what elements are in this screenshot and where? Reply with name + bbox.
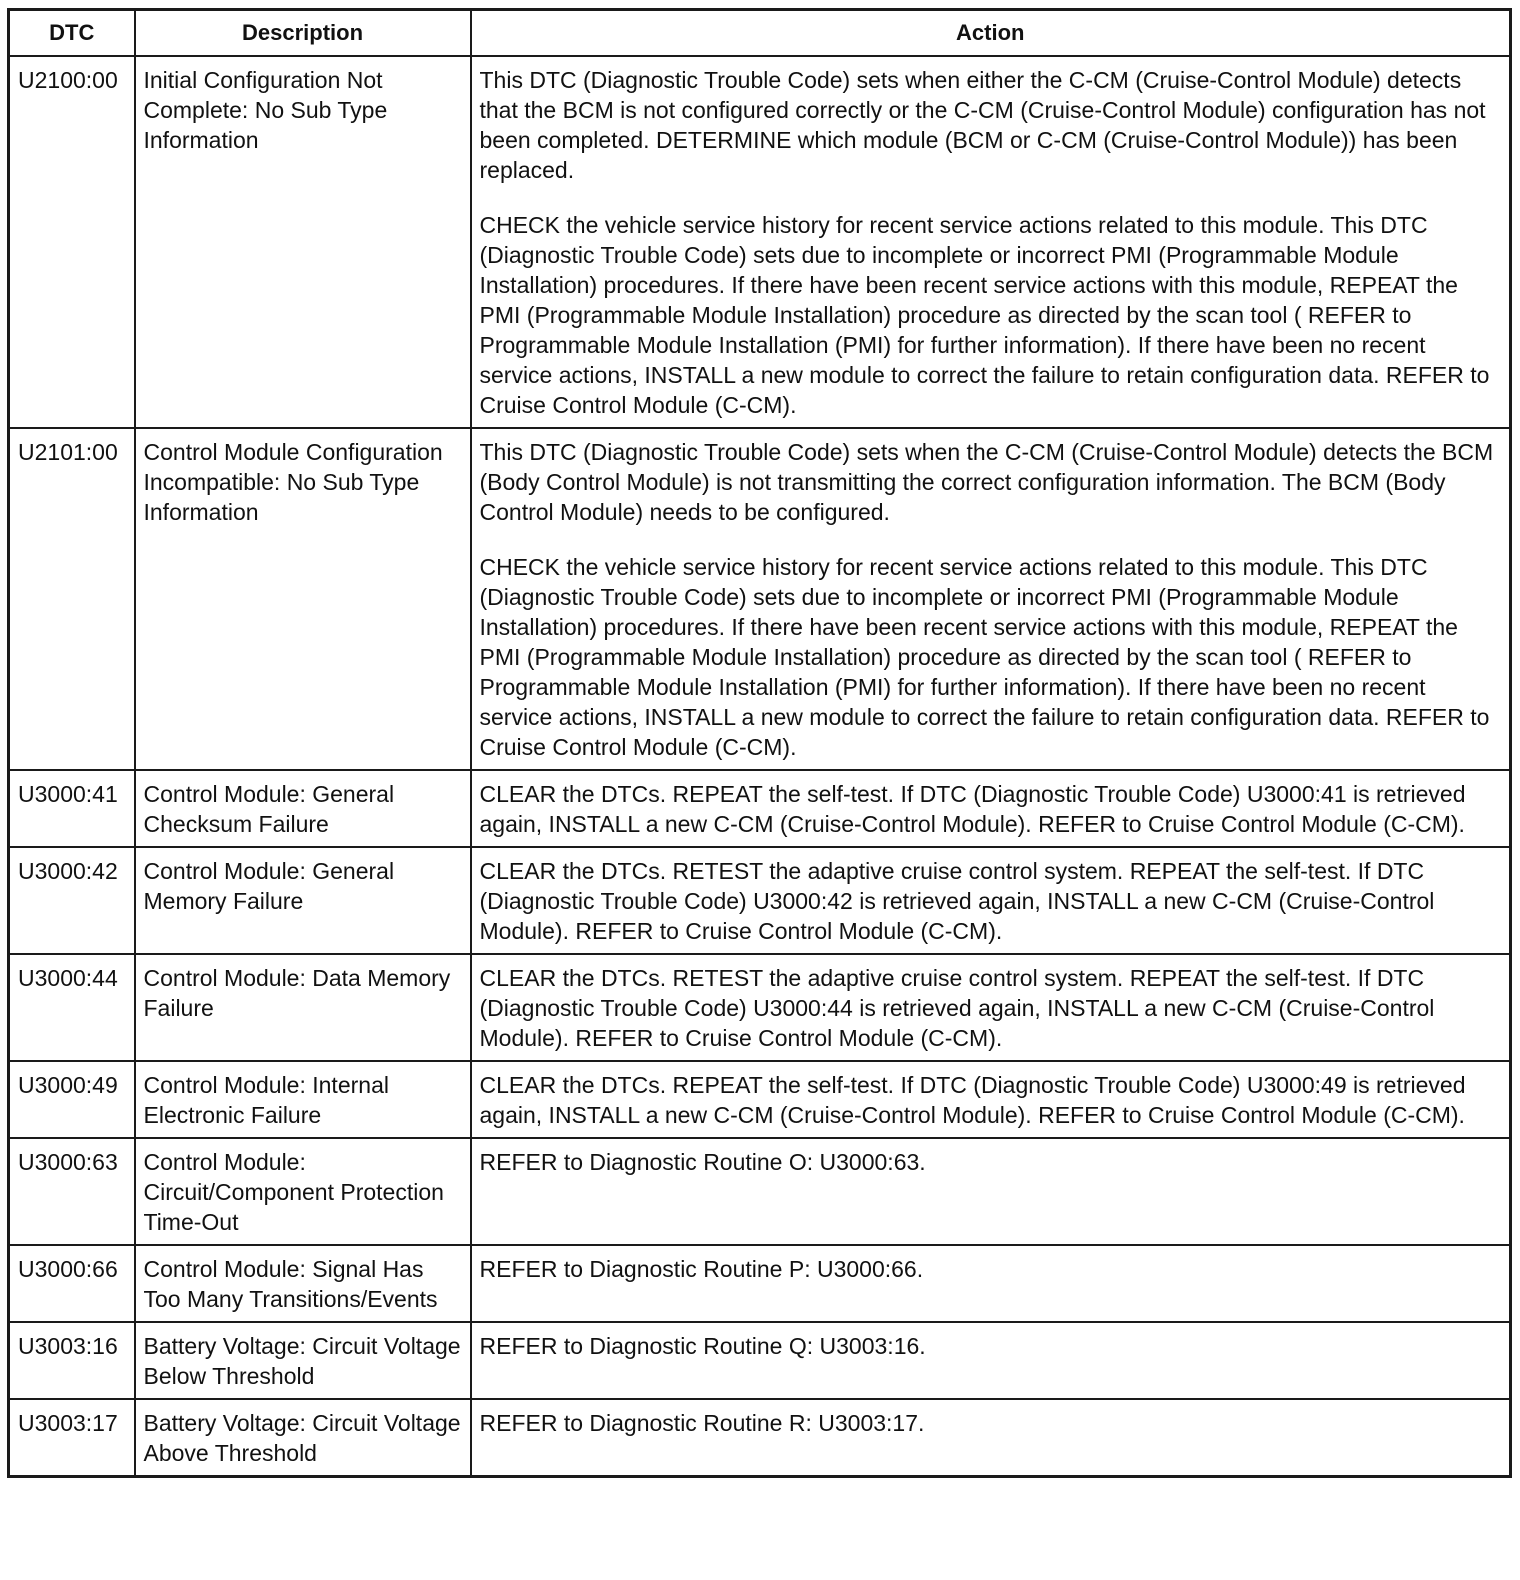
table-row	[9, 954, 1511, 1061]
action-paragraph: CHECK the vehicle service history for recent service actions related to this module. This DTC (Diagnostic Trouble Code) sets due to incomplete or incorrect PMI (Programmable Module Installation) procedures. If there have been recent service actions with this module, REPEAT the PMI (Programmable Module Installation) procedure as directed by the scan tool ( REFER to Programmable Module Installation (PMI) for further information). If there have been no recent service actions, INSTALL a new module to correct the failure to retain configuration data. REFER to Cruise Control Module (C-CM).	[479, 554, 1490, 760]
description-cell: Control Module: Data Memory Failure	[135, 954, 471, 1061]
action-cell	[471, 428, 1511, 770]
description-cell: Control Module Configuration Incompatible: No Sub Type Information	[135, 428, 471, 770]
action-paragraph: CLEAR the DTCs. REPEAT the self-test. If DTC (Diagnostic Trouble Code) U3000:49 is retrieved again, INSTALL a new C-CM (Cruise-Control Module). REFER to Cruise Control Module (C-CM).	[479, 1072, 1466, 1128]
table-row	[9, 1399, 1511, 1477]
table-row	[9, 1245, 1511, 1322]
description-cell: Control Module: Circuit/Component Protection Time-Out	[135, 1138, 471, 1245]
action-cell	[471, 1245, 1511, 1322]
action-cell	[471, 770, 1511, 847]
dtc-code-cell: U3000:41	[9, 770, 135, 847]
dtc-code-cell: U2100:00	[9, 56, 135, 428]
action-paragraph: REFER to Diagnostic Routine O: U3000:63.	[479, 1149, 926, 1175]
header-description: Description	[135, 10, 471, 57]
action-cell	[471, 954, 1511, 1061]
action-paragraph: CLEAR the DTCs. REPEAT the self-test. If DTC (Diagnostic Trouble Code) U3000:41 is retrieved again, INSTALL a new C-CM (Cruise-Control Module). REFER to Cruise Control Module (C-CM).	[479, 781, 1466, 837]
dtc-code-cell: U3000:66	[9, 1245, 135, 1322]
description-cell: Control Module: General Checksum Failure	[135, 770, 471, 847]
action-cell	[471, 1399, 1511, 1477]
dtc-code-cell: U3000:63	[9, 1138, 135, 1245]
action-cell	[471, 1138, 1511, 1245]
action-paragraph: This DTC (Diagnostic Trouble Code) sets when either the C-CM (Cruise-Control Module) detects that the BCM is not configured correctly or the C-CM (Cruise-Control Module) configuration has not been completed. DETERMINE which module (BCM or C-CM (Cruise-Control Module)) has been replaced.	[479, 67, 1486, 183]
description-cell: Control Module: General Memory Failure	[135, 847, 471, 954]
dtc-code-cell: U3003:17	[9, 1399, 135, 1477]
action-cell	[471, 847, 1511, 954]
table-row	[9, 1061, 1511, 1138]
action-paragraph: CHECK the vehicle service history for recent service actions related to this module. This DTC (Diagnostic Trouble Code) sets due to incomplete or incorrect PMI (Programmable Module Installation) procedures. If there have been recent service actions with this module, REPEAT the PMI (Programmable Module Installation) procedure as directed by the scan tool ( REFER to Programmable Module Installation (PMI) for further information). If there have been no recent service actions, INSTALL a new module to correct the failure to retain configuration data. REFER to Cruise Control Module (C-CM).	[479, 212, 1490, 418]
dtc-code-cell: U2101:00	[9, 428, 135, 770]
dtc-code-cell: U3003:16	[9, 1322, 135, 1399]
action-cell	[471, 1061, 1511, 1138]
table-row	[9, 428, 1511, 770]
action-cell	[471, 56, 1511, 428]
description-cell: Control Module: Signal Has Too Many Transitions/Events	[135, 1245, 471, 1322]
table-row	[9, 1138, 1511, 1245]
table-body	[9, 56, 1511, 1477]
table-row	[9, 56, 1511, 428]
table-row	[9, 770, 1511, 847]
action-paragraph: REFER to Diagnostic Routine P: U3000:66.	[479, 1256, 924, 1282]
header-action: Action	[471, 10, 1511, 57]
table-header	[9, 10, 1511, 57]
document-page	[7, 8, 1512, 1478]
table-row	[9, 1322, 1511, 1399]
header-row	[9, 10, 1511, 57]
description-cell: Battery Voltage: Circuit Voltage Above Threshold	[135, 1399, 471, 1477]
description-cell: Initial Configuration Not Complete: No Sub Type Information	[135, 56, 471, 428]
table-row	[9, 847, 1511, 954]
action-paragraph: REFER to Diagnostic Routine Q: U3003:16.	[479, 1333, 926, 1359]
dtc-table	[7, 8, 1512, 1478]
description-cell: Control Module: Internal Electronic Failure	[135, 1061, 471, 1138]
action-paragraph: CLEAR the DTCs. RETEST the adaptive cruise control system. REPEAT the self-test. If DTC (Diagnostic Trouble Code) U3000:44 is retrieved again, INSTALL a new C-CM (Cruise-Control Module). REFER to Cruise Control Module (C-CM).	[479, 965, 1435, 1051]
action-paragraph: CLEAR the DTCs. RETEST the adaptive cruise control system. REPEAT the self-test. If DTC (Diagnostic Trouble Code) U3000:42 is retrieved again, INSTALL a new C-CM (Cruise-Control Module). REFER to Cruise Control Module (C-CM).	[479, 858, 1435, 944]
dtc-code-cell: U3000:44	[9, 954, 135, 1061]
dtc-code-cell: U3000:49	[9, 1061, 135, 1138]
action-cell	[471, 1322, 1511, 1399]
action-paragraph: REFER to Diagnostic Routine R: U3003:17.	[479, 1410, 925, 1436]
description-cell: Battery Voltage: Circuit Voltage Below Threshold	[135, 1322, 471, 1399]
header-dtc: DTC	[9, 10, 135, 57]
dtc-code-cell: U3000:42	[9, 847, 135, 954]
action-paragraph: This DTC (Diagnostic Trouble Code) sets when the C-CM (Cruise-Control Module) detects the BCM (Body Control Module) is not transmitting the correct configuration information. The BCM (Body Control Module) needs to be configured.	[479, 439, 1494, 525]
